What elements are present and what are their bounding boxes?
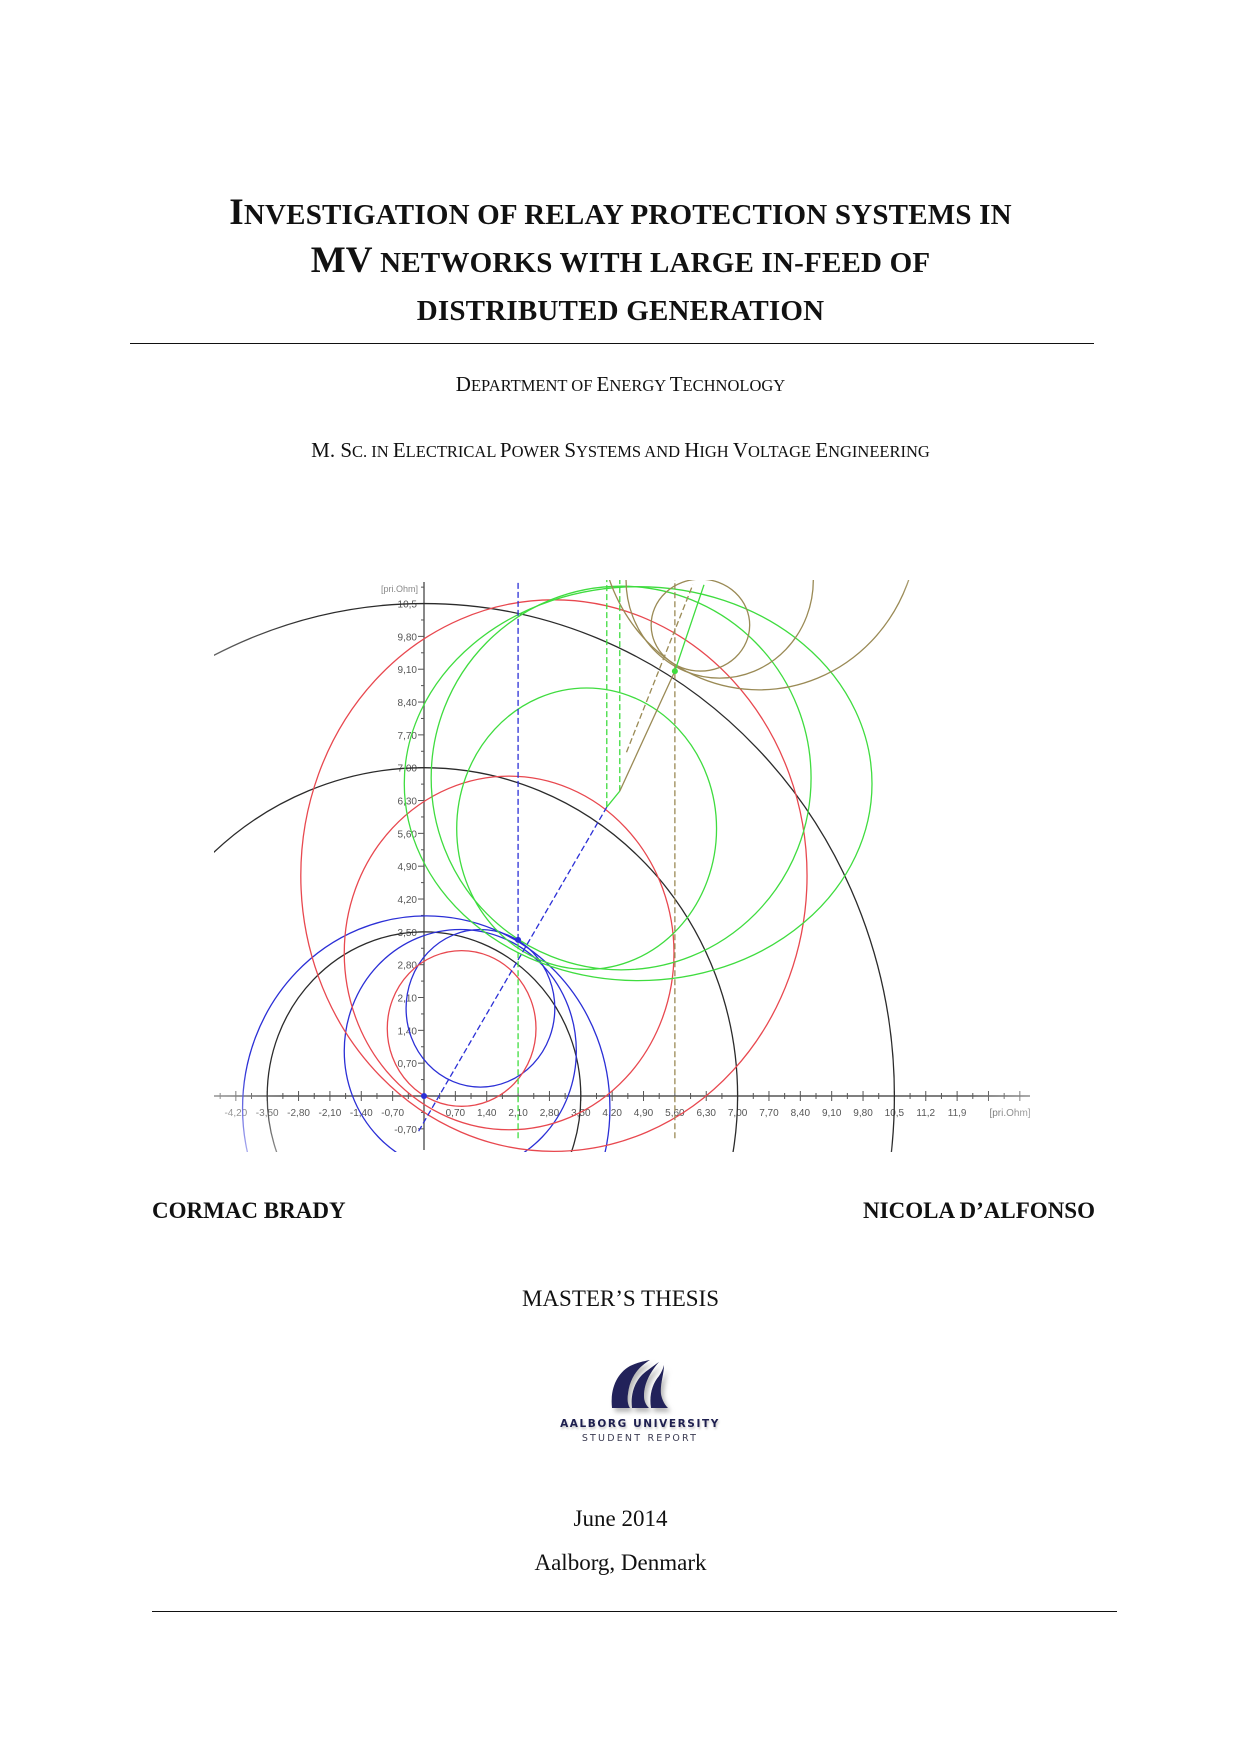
- programme-label: [0, 438, 1241, 463]
- text-run: H: [684, 438, 700, 462]
- text-run: S: [564, 438, 576, 462]
- text-run: E: [596, 372, 610, 396]
- text-run: DISTRIBUTED GENERATION: [416, 295, 825, 327]
- title-divider: [130, 343, 1094, 344]
- text-run: LECTRICAL: [405, 442, 500, 461]
- text-run: MV: [310, 240, 373, 281]
- department-label: [0, 372, 1241, 397]
- thesis-title: [0, 190, 1241, 334]
- submission-place: Aalborg, Denmark: [534, 1550, 707, 1575]
- text-run: NVESTIGATION OF RELAY PROTECTION SYSTEMS IN: [243, 199, 1012, 231]
- bottom-divider: [152, 1611, 1117, 1612]
- text-run: NGINEERING: [828, 442, 930, 461]
- text-run: D: [455, 372, 471, 396]
- text-run: E: [392, 438, 406, 462]
- text-run: IGH: [699, 442, 733, 461]
- university-name: AALBORG UNIVERSITY: [560, 1418, 720, 1430]
- university-logo: [560, 1350, 720, 1460]
- text-run: I: [229, 192, 244, 233]
- text-run: EPARTMENT OF: [470, 376, 597, 395]
- title-line-1: [0, 190, 1241, 238]
- submission-date: June 2014: [573, 1506, 668, 1531]
- title-line-3: [0, 286, 1241, 334]
- author-left: CORMAC BRADY: [152, 1198, 346, 1223]
- title-line-2: [0, 238, 1241, 286]
- text-run: M. S: [311, 438, 353, 462]
- text-run: P: [499, 438, 512, 462]
- text-run: C. IN: [352, 442, 393, 461]
- text-run: NERGY: [609, 376, 670, 395]
- text-run: ECHNOLOGY: [682, 376, 786, 395]
- impedance-diagram: [214, 578, 1038, 1154]
- impedance-plane-figure: [214, 578, 1038, 1154]
- document-type: MASTER’S THESIS: [521, 1286, 720, 1311]
- text-run: E: [815, 438, 829, 462]
- text-run: OWER: [511, 442, 565, 461]
- text-run: OLTAGE: [747, 442, 816, 461]
- text-run: YSTEMS AND: [576, 442, 685, 461]
- author-right: NICOLA D’ALFONSO: [863, 1198, 1095, 1223]
- aalborg-university-wave-logo-icon: [560, 1350, 720, 1416]
- report-type: STUDENT REPORT: [581, 1433, 699, 1444]
- text-run: T: [669, 372, 683, 396]
- text-run: V: [732, 438, 748, 462]
- text-run: NETWORKS WITH LARGE IN-FEED OF: [372, 247, 931, 279]
